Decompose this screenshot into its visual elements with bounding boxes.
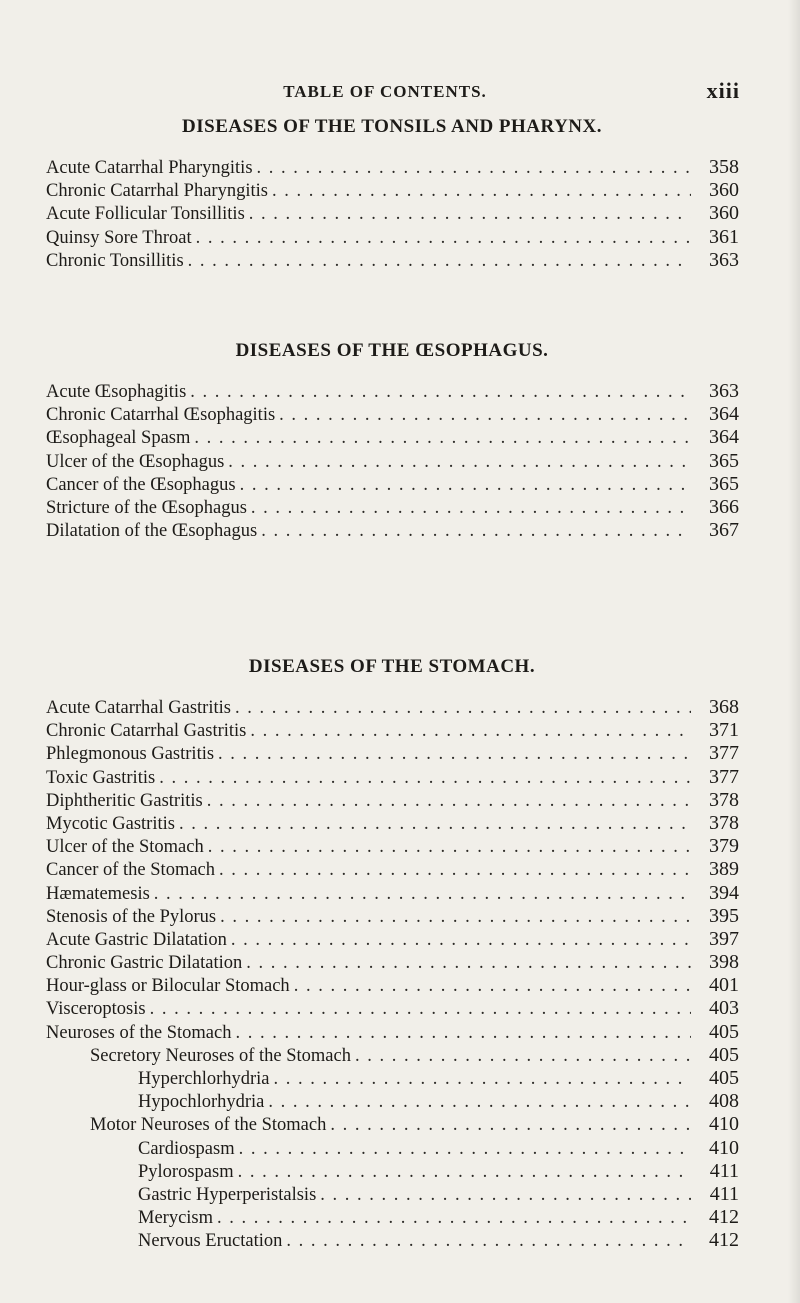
entry-page-number: 410	[709, 1136, 739, 1159]
dot-leader	[219, 859, 691, 882]
entry-title: Chronic Catarrhal Gastritis	[46, 721, 247, 742]
entry-title: Acute Catarrhal Gastritis	[46, 698, 231, 718]
entry-page-number: 405	[709, 1020, 739, 1043]
toc-entry	[46, 496, 739, 519]
entry-title: Acute Gastric Dilatation	[46, 929, 227, 950]
toc-entry	[46, 766, 739, 789]
dot-leader	[150, 998, 691, 1021]
entry-page-number: 395	[709, 904, 739, 927]
dot-leader	[261, 520, 691, 543]
toc-entry	[46, 1183, 739, 1206]
entry-title: Motor Neuroses of the Stomach	[90, 1115, 327, 1136]
entry-page-number: 360	[709, 179, 739, 202]
entry-page-number: 377	[709, 765, 739, 788]
running-head	[0, 78, 800, 106]
dot-leader	[274, 1068, 691, 1091]
entry-page-number: 377	[709, 742, 739, 765]
entry-title: Merycism	[138, 1208, 214, 1229]
section-stomach	[46, 654, 739, 1253]
dot-leader	[320, 1184, 691, 1207]
toc-entry	[46, 473, 739, 496]
entry-page-number: 398	[709, 951, 739, 974]
entry-title: Acute Follicular Tonsillitis	[46, 204, 245, 225]
dot-leader	[228, 451, 691, 474]
entry-title: Visceroptosis	[46, 999, 146, 1020]
dot-leader	[249, 203, 691, 226]
entry-page-number: 412	[709, 1206, 739, 1229]
entry-page-number: 365	[709, 472, 739, 495]
dot-leader	[218, 743, 691, 766]
entry-title: Neuroses of the Stomach	[46, 1022, 232, 1043]
entry-title: Diphtheritic Gastritis	[46, 790, 203, 811]
toc-entry	[46, 1067, 739, 1090]
entry-title: Nervous Eructation	[138, 1231, 283, 1252]
page-folio: xiii	[706, 78, 740, 103]
toc-entry	[46, 974, 739, 997]
entry-title: Chronic Tonsillitis	[46, 250, 184, 271]
toc-entry	[46, 426, 739, 449]
toc-entry	[46, 742, 739, 765]
entry-page-number: 366	[709, 495, 739, 518]
entry-page-number: 405	[709, 1043, 739, 1066]
entry-page-number: 405	[709, 1067, 739, 1089]
entry-page-number: 361	[709, 225, 739, 248]
toc-entry	[46, 951, 739, 974]
dot-leader	[238, 1161, 691, 1184]
entry-page-number: 412	[709, 1229, 739, 1252]
dot-leader	[235, 697, 691, 720]
entry-page-number: 358	[709, 156, 739, 178]
dot-leader	[159, 767, 691, 790]
entry-list	[46, 156, 739, 272]
toc-entry	[46, 835, 739, 858]
entry-title: Chronic Catarrhal Pharyngitis	[46, 181, 268, 202]
toc-entry	[46, 1229, 739, 1252]
entry-page-number: 411	[709, 1159, 739, 1182]
entry-title: Secretory Neuroses of the Stomach	[90, 1045, 351, 1066]
dot-leader	[179, 813, 691, 836]
toc-entry	[46, 1044, 739, 1067]
section-heading: DISEASES OF THE ŒSOPHAGUS.	[235, 340, 549, 361]
toc-entry	[46, 1206, 739, 1229]
toc-entry	[46, 249, 739, 272]
dot-leader	[294, 975, 691, 998]
dot-leader	[250, 720, 691, 743]
dot-leader	[235, 1022, 691, 1045]
entry-title: Hour-glass or Bilocular Stomach	[46, 976, 290, 997]
entry-title: Toxic Gastritis	[46, 767, 156, 788]
dot-leader	[272, 180, 691, 203]
entry-title: Stenosis of the Pylorus	[46, 906, 217, 927]
entry-title: Stricture of the Œsophagus	[46, 497, 247, 518]
toc-entry	[46, 928, 739, 951]
entry-title: Hyperchlorhydria	[138, 1069, 270, 1089]
dot-leader	[279, 404, 691, 427]
entry-title: Hæmatemesis	[46, 883, 150, 904]
toc-entry	[46, 226, 739, 249]
entry-title: Œsophageal Spasm	[46, 428, 191, 449]
entry-page-number: 378	[709, 811, 739, 834]
dot-leader	[207, 790, 691, 813]
entry-list	[46, 696, 739, 1253]
toc-entry	[46, 1113, 739, 1136]
toc-entry	[46, 858, 739, 881]
entry-page-number: 408	[709, 1090, 739, 1113]
dot-leader	[257, 157, 691, 180]
dot-leader	[231, 929, 691, 952]
toc-entry	[46, 179, 739, 202]
dot-leader	[190, 381, 691, 404]
toc-entry	[46, 202, 739, 225]
entry-page-number: 367	[709, 519, 739, 542]
page-edge-shadow	[788, 0, 800, 1303]
entry-page-number: 365	[709, 449, 739, 472]
dot-leader	[239, 1138, 691, 1161]
entry-title: Hypochlorhydria	[138, 1092, 265, 1113]
dot-leader	[217, 1207, 691, 1230]
entry-page-number: 371	[709, 719, 739, 742]
toc-entry	[46, 997, 739, 1020]
toc-entry	[46, 1021, 739, 1044]
entry-title: Cancer of the Œsophagus	[46, 474, 236, 495]
entry-page-number: 378	[709, 788, 739, 811]
entry-title: Cardiospasm	[138, 1138, 235, 1159]
toc-entry	[46, 1090, 739, 1113]
entry-page-number: 394	[709, 881, 739, 904]
dot-leader	[208, 836, 691, 859]
toc-entry	[46, 719, 739, 742]
section-heading: DISEASES OF THE TONSILS AND PHARYNX.	[182, 116, 602, 137]
entry-page-number: 411	[709, 1182, 739, 1205]
entry-page-number: 364	[709, 426, 739, 449]
running-title: TABLE OF CONTENTS.	[283, 82, 487, 101]
dot-leader	[286, 1230, 691, 1253]
toc-entry	[46, 882, 739, 905]
entry-page-number: 363	[709, 380, 739, 402]
entry-title: Mycotic Gastritis	[46, 813, 175, 834]
entry-title: Dilatation of the Œsophagus	[46, 521, 258, 542]
toc-entry	[46, 1160, 739, 1183]
entry-page-number: 389	[709, 858, 739, 881]
entry-title: Quinsy Sore Throat	[46, 227, 192, 248]
toc-entry	[46, 156, 739, 179]
entry-page-number: 397	[709, 927, 739, 950]
entry-title: Gastric Hyperperistalsis	[138, 1184, 317, 1205]
dot-leader	[196, 227, 691, 250]
entry-page-number: 410	[709, 1113, 739, 1136]
toc-entry	[46, 380, 739, 403]
toc-entry	[46, 789, 739, 812]
dot-leader	[188, 250, 691, 273]
entry-page-number: 360	[709, 202, 739, 225]
dot-leader	[355, 1045, 691, 1068]
dot-leader	[330, 1114, 691, 1137]
entry-page-number: 379	[709, 835, 739, 858]
dot-leader	[194, 427, 691, 450]
entry-title: Chronic Gastric Dilatation	[46, 953, 243, 974]
dot-leader	[246, 952, 691, 975]
toc-entry	[46, 1137, 739, 1160]
dot-leader	[154, 883, 691, 906]
dot-leader	[268, 1091, 691, 1114]
entry-list	[46, 380, 739, 542]
toc-entry	[46, 450, 739, 473]
toc-entry	[46, 519, 739, 542]
toc-entry	[46, 905, 739, 928]
entry-page-number: 368	[709, 696, 739, 718]
toc-entry	[46, 696, 739, 719]
section-heading: DISEASES OF THE STOMACH.	[248, 656, 536, 677]
entry-title: Acute Œsophagitis	[46, 382, 187, 402]
entry-title: Ulcer of the Stomach	[46, 837, 204, 858]
entry-title: Pylorospasm	[138, 1161, 234, 1182]
section-oesophagus	[46, 338, 739, 542]
section-tonsils-pharynx	[46, 114, 739, 272]
toc-entry	[46, 812, 739, 835]
entry-title: Cancer of the Stomach	[46, 860, 216, 881]
dot-leader	[240, 474, 691, 497]
dot-leader	[220, 906, 691, 929]
dot-leader	[251, 497, 691, 520]
entry-title: Acute Catarrhal Pharyngitis	[46, 158, 253, 178]
entry-page-number: 364	[709, 403, 739, 426]
entry-title: Phlegmonous Gastritis	[46, 744, 215, 765]
entry-title: Chronic Catarrhal Œsophagitis	[46, 405, 276, 426]
entry-page-number: 403	[709, 997, 739, 1020]
entry-title: Ulcer of the Œsophagus	[46, 451, 225, 472]
toc-entry	[46, 403, 739, 426]
entry-page-number: 401	[709, 974, 739, 997]
entry-page-number: 363	[709, 248, 739, 271]
